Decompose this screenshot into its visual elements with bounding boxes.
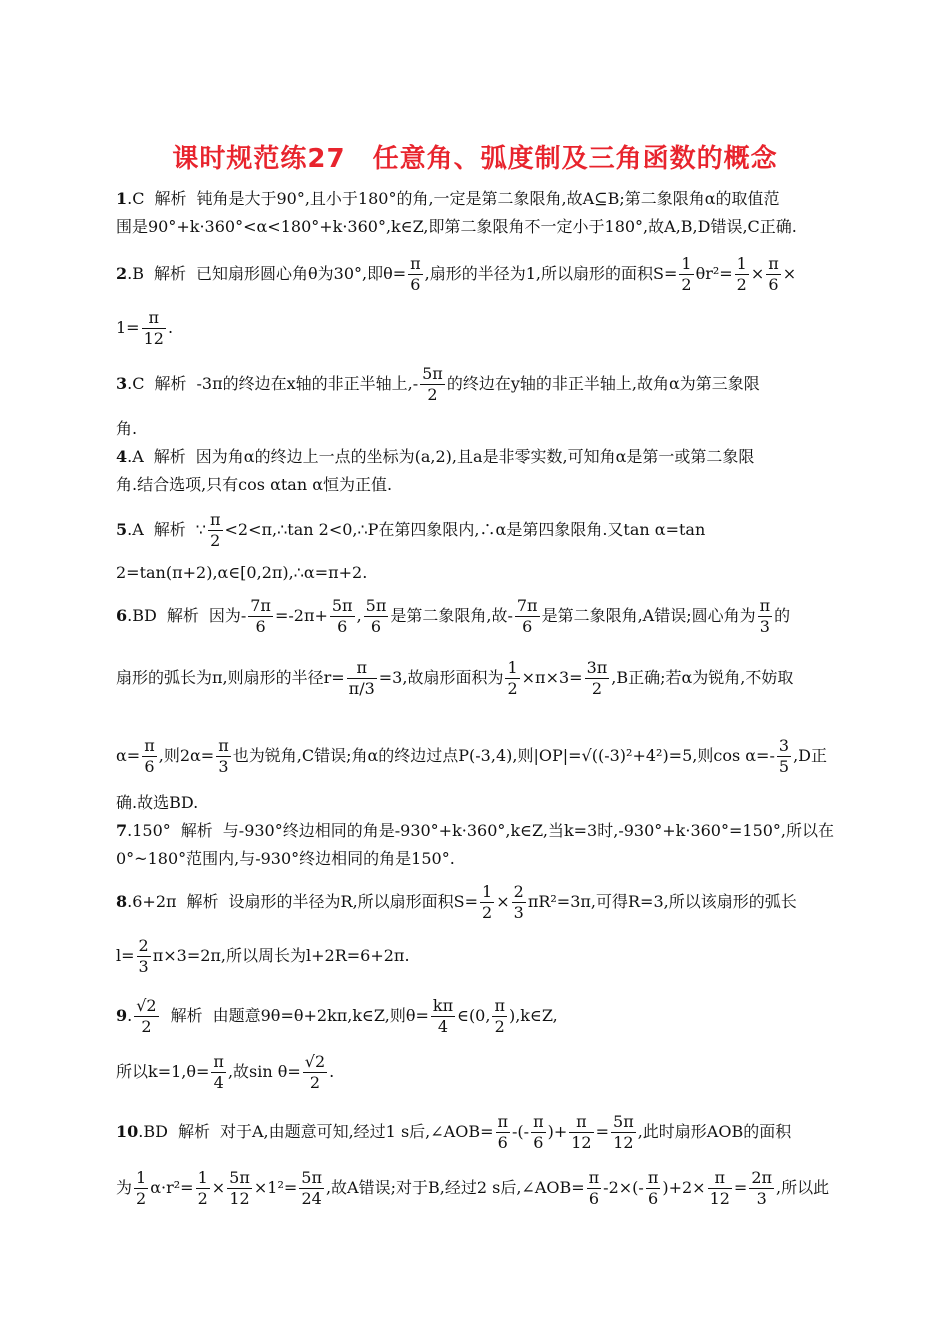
answer-6-line-3: α= $\frac{\pi}{6}$ ,则2α= $\frac{\pi}{3}$ 也为锐角,C错误;角α的终边过点P(-3,4),则|OP|=√((-3)²+4²)=5,则cos α=- $\frac{3}{5}$ ,D正 bbox=[116, 736, 827, 776]
fraction: $\frac{\pi}{6}$ bbox=[144, 736, 155, 776]
fraction: $\frac{\pi}{12}$ bbox=[571, 1112, 592, 1152]
answer-3-line-1: 3.C 解析 -3π的终边在x轴的非正半轴上,- $\frac{5\pi}{2}$ 的终边在y轴的非正半轴上,故角α为第三象限 bbox=[116, 364, 760, 404]
fraction: $\frac{5\pi}{2}$ bbox=[422, 364, 443, 404]
answer-6-line-1: 6.BD 解析 因为- $\frac{7\pi}{6}$ =-2π+ $\frac{5\pi}{6}$ , $\frac{5\pi}{6}$ 是第二象限角,故- $\frac{7\pi}{6}$ 是第二象限角,A错误;圆心角为 $\frac{\pi}{3}$ 的 bbox=[116, 596, 791, 636]
answer-3-line-2: 角. bbox=[116, 419, 138, 438]
fraction: $\frac{k\pi}{4}$ bbox=[432, 996, 454, 1036]
answer-8-line-2: l= $\frac{2}{3}$ π×3=2π,所以周长为l+2R=6+2π. bbox=[116, 936, 410, 976]
answer-1-line-1: 1.C 解析 钝角是大于90°,且小于180°的角,一定是第二象限角,故A⊆B;第二象限角α的取值范 bbox=[116, 189, 780, 208]
fraction: $\frac{5\pi}{6}$ bbox=[331, 596, 353, 636]
fraction: $\frac{7\pi}{6}$ bbox=[250, 596, 271, 636]
fraction: $\frac{1}{2}$ bbox=[736, 254, 747, 294]
fraction: $\frac{\pi}{12}$ bbox=[143, 308, 164, 348]
fraction: $\frac{√2}{2}$ bbox=[304, 1052, 326, 1092]
fraction: $\frac{5\pi}{12}$ bbox=[229, 1168, 250, 1208]
answer-4-line-1: 4.A 解析 因为角α的终边上一点的坐标为(a,2),且a是非零实数,可知角α是第一或第二象限 bbox=[116, 447, 755, 466]
fraction: $\frac{1}{2}$ bbox=[507, 658, 518, 698]
fraction: $\frac{7\pi}{6}$ bbox=[516, 596, 538, 636]
fraction: $\frac{5\pi}{12}$ bbox=[613, 1112, 634, 1152]
answer-10-line-1: 10.BD 解析 对于A,由题意可知,经过1 s后,∠AOB= $\frac{\pi}{6}$ -(- $\frac{\pi}{6}$ )+ $\frac{\pi}{12}$ = $\frac{5\pi}{12}$ ,此时扇形AOB的面积 bbox=[116, 1112, 792, 1152]
fraction: $\frac{2}{3}$ bbox=[513, 882, 524, 922]
fraction: $\frac{1}{2}$ bbox=[482, 882, 493, 922]
fraction: $\frac{1}{2}$ bbox=[681, 254, 692, 294]
fraction: $\frac{\pi}{4}$ bbox=[213, 1052, 224, 1092]
fraction: $\frac{\pi}{2}$ bbox=[494, 996, 505, 1036]
fraction: $\frac{5\pi}{6}$ bbox=[365, 596, 387, 636]
fraction: $\frac{\pi}{6}$ bbox=[497, 1112, 509, 1152]
fraction: $\frac{3\pi}{2}$ bbox=[586, 658, 608, 698]
fraction: $\frac{\pi}{3}$ bbox=[218, 736, 229, 776]
fraction: $\frac{1}{2}$ bbox=[136, 1168, 147, 1208]
fraction: $\frac{2}{3}$ bbox=[138, 936, 149, 976]
fraction: $\frac{\pi}{6}$ bbox=[768, 254, 779, 294]
answer-10-line-2: 为 $\frac{1}{2}$ α·r²= $\frac{1}{2}$ × $\frac{5\pi}{12}$ ×1²= $\frac{5\pi}{24}$ ,故A错误;对于B,经过2 s后,∠AOB= $\frac{\pi}{6}$ -2×(- $\frac{\pi}{6}$ )+2× $\frac{\pi}{12}$ = $\frac{2\pi}{3}$ ,所以此 bbox=[116, 1168, 830, 1208]
answer-6-line-4: 确.故选BD. bbox=[116, 793, 199, 812]
answer-9-line-2: 所以k=1,θ= $\frac{\pi}{4}$ ,故sin θ= $\frac{√2}{2}$ . bbox=[116, 1052, 335, 1092]
fraction: $\frac{2\pi}{3}$ bbox=[751, 1168, 773, 1208]
answer-4-line-2: 角.结合选项,只有cos αtan α恒为正值. bbox=[116, 475, 393, 494]
fraction: $\frac{\pi}{\pi/3}$ bbox=[348, 658, 375, 698]
answer-2-line-2: 1= $\frac{\pi}{12}$ . bbox=[116, 308, 174, 348]
fraction: $\frac{1}{2}$ bbox=[197, 1168, 208, 1208]
fraction: $\frac{\pi}{6}$ bbox=[647, 1168, 659, 1208]
answer-7-line-2: 0°~180°范围内,与-930°终边相同的角是150°. bbox=[116, 849, 455, 868]
answer-1-line-2: 围是90°+k·360°<α<180°+k·360°,k∈Z,即第二象限角不一定小于180°,故A,B,D错误,C正确. bbox=[116, 217, 797, 236]
fraction: $\frac{\pi}{6}$ bbox=[410, 254, 421, 294]
answer-5-line-1: 5.A 解析 ∵ $\frac{\pi}{2}$ <2<π,∴tan 2<0,∴P在第四象限内,∴α是第四象限角.又tan α=tan bbox=[116, 510, 706, 550]
fraction: $\frac{3}{5}$ bbox=[778, 736, 790, 776]
page-title: 课时规范练27 任意角、弧度制及三角函数的概念 bbox=[172, 144, 778, 174]
fraction: $\frac{5\pi}{24}$ bbox=[301, 1168, 322, 1208]
fraction: $\frac{\pi}{6}$ bbox=[588, 1168, 600, 1208]
fraction: $\frac{\pi}{6}$ bbox=[533, 1112, 544, 1152]
answer-8-line-1: 8.6+2π 解析 设扇形的半径为R,所以扇形面积S= $\frac{1}{2}$ × $\frac{2}{3}$ πR²=3π,可得R=3,所以该扇形的弧长 bbox=[116, 882, 797, 922]
answer-2-line-1: 2.B 解析 已知扇形圆心角θ为30°,即θ= $\frac{\pi}{6}$ ,扇形的半径为1,所以扇形的面积S= $\frac{1}{2}$ θr²= $\frac{1}{2}$ × $\frac{\pi}{6}$ × bbox=[116, 254, 797, 294]
fraction: $\frac{\pi}{12}$ bbox=[709, 1168, 730, 1208]
answer-5-line-2: 2=tan(π+2),α∈[0,2π),∴α=π+2. bbox=[116, 563, 368, 582]
fraction: $\frac{\pi}{2}$ bbox=[209, 510, 221, 550]
fraction: $\frac{\pi}{3}$ bbox=[759, 596, 771, 636]
answer-7-line-1: 7.150° 解析 与-930°终边相同的角是-930°+k·360°,k∈Z,当k=3时,-930°+k·360°=150°,所以在 bbox=[116, 821, 835, 840]
answer-6-line-2: 扇形的弧长为π,则扇形的半径r= $\frac{\pi}{\pi/3}$ =3,故扇形面积为 $\frac{1}{2}$ ×π×3= $\frac{3\pi}{2}$ ,B正确;若α为锐角,不妨取 bbox=[116, 658, 794, 698]
answer-9-line-1: 9. $\frac{√2}{2}$ 解析 由题意9θ=θ+2kπ,k∈Z,则θ= $\frac{k\pi}{4}$ ∈(0, $\frac{\pi}{2}$ ),k∈Z, bbox=[116, 996, 558, 1036]
fraction: $\frac{√2}{2}$ bbox=[136, 996, 157, 1036]
